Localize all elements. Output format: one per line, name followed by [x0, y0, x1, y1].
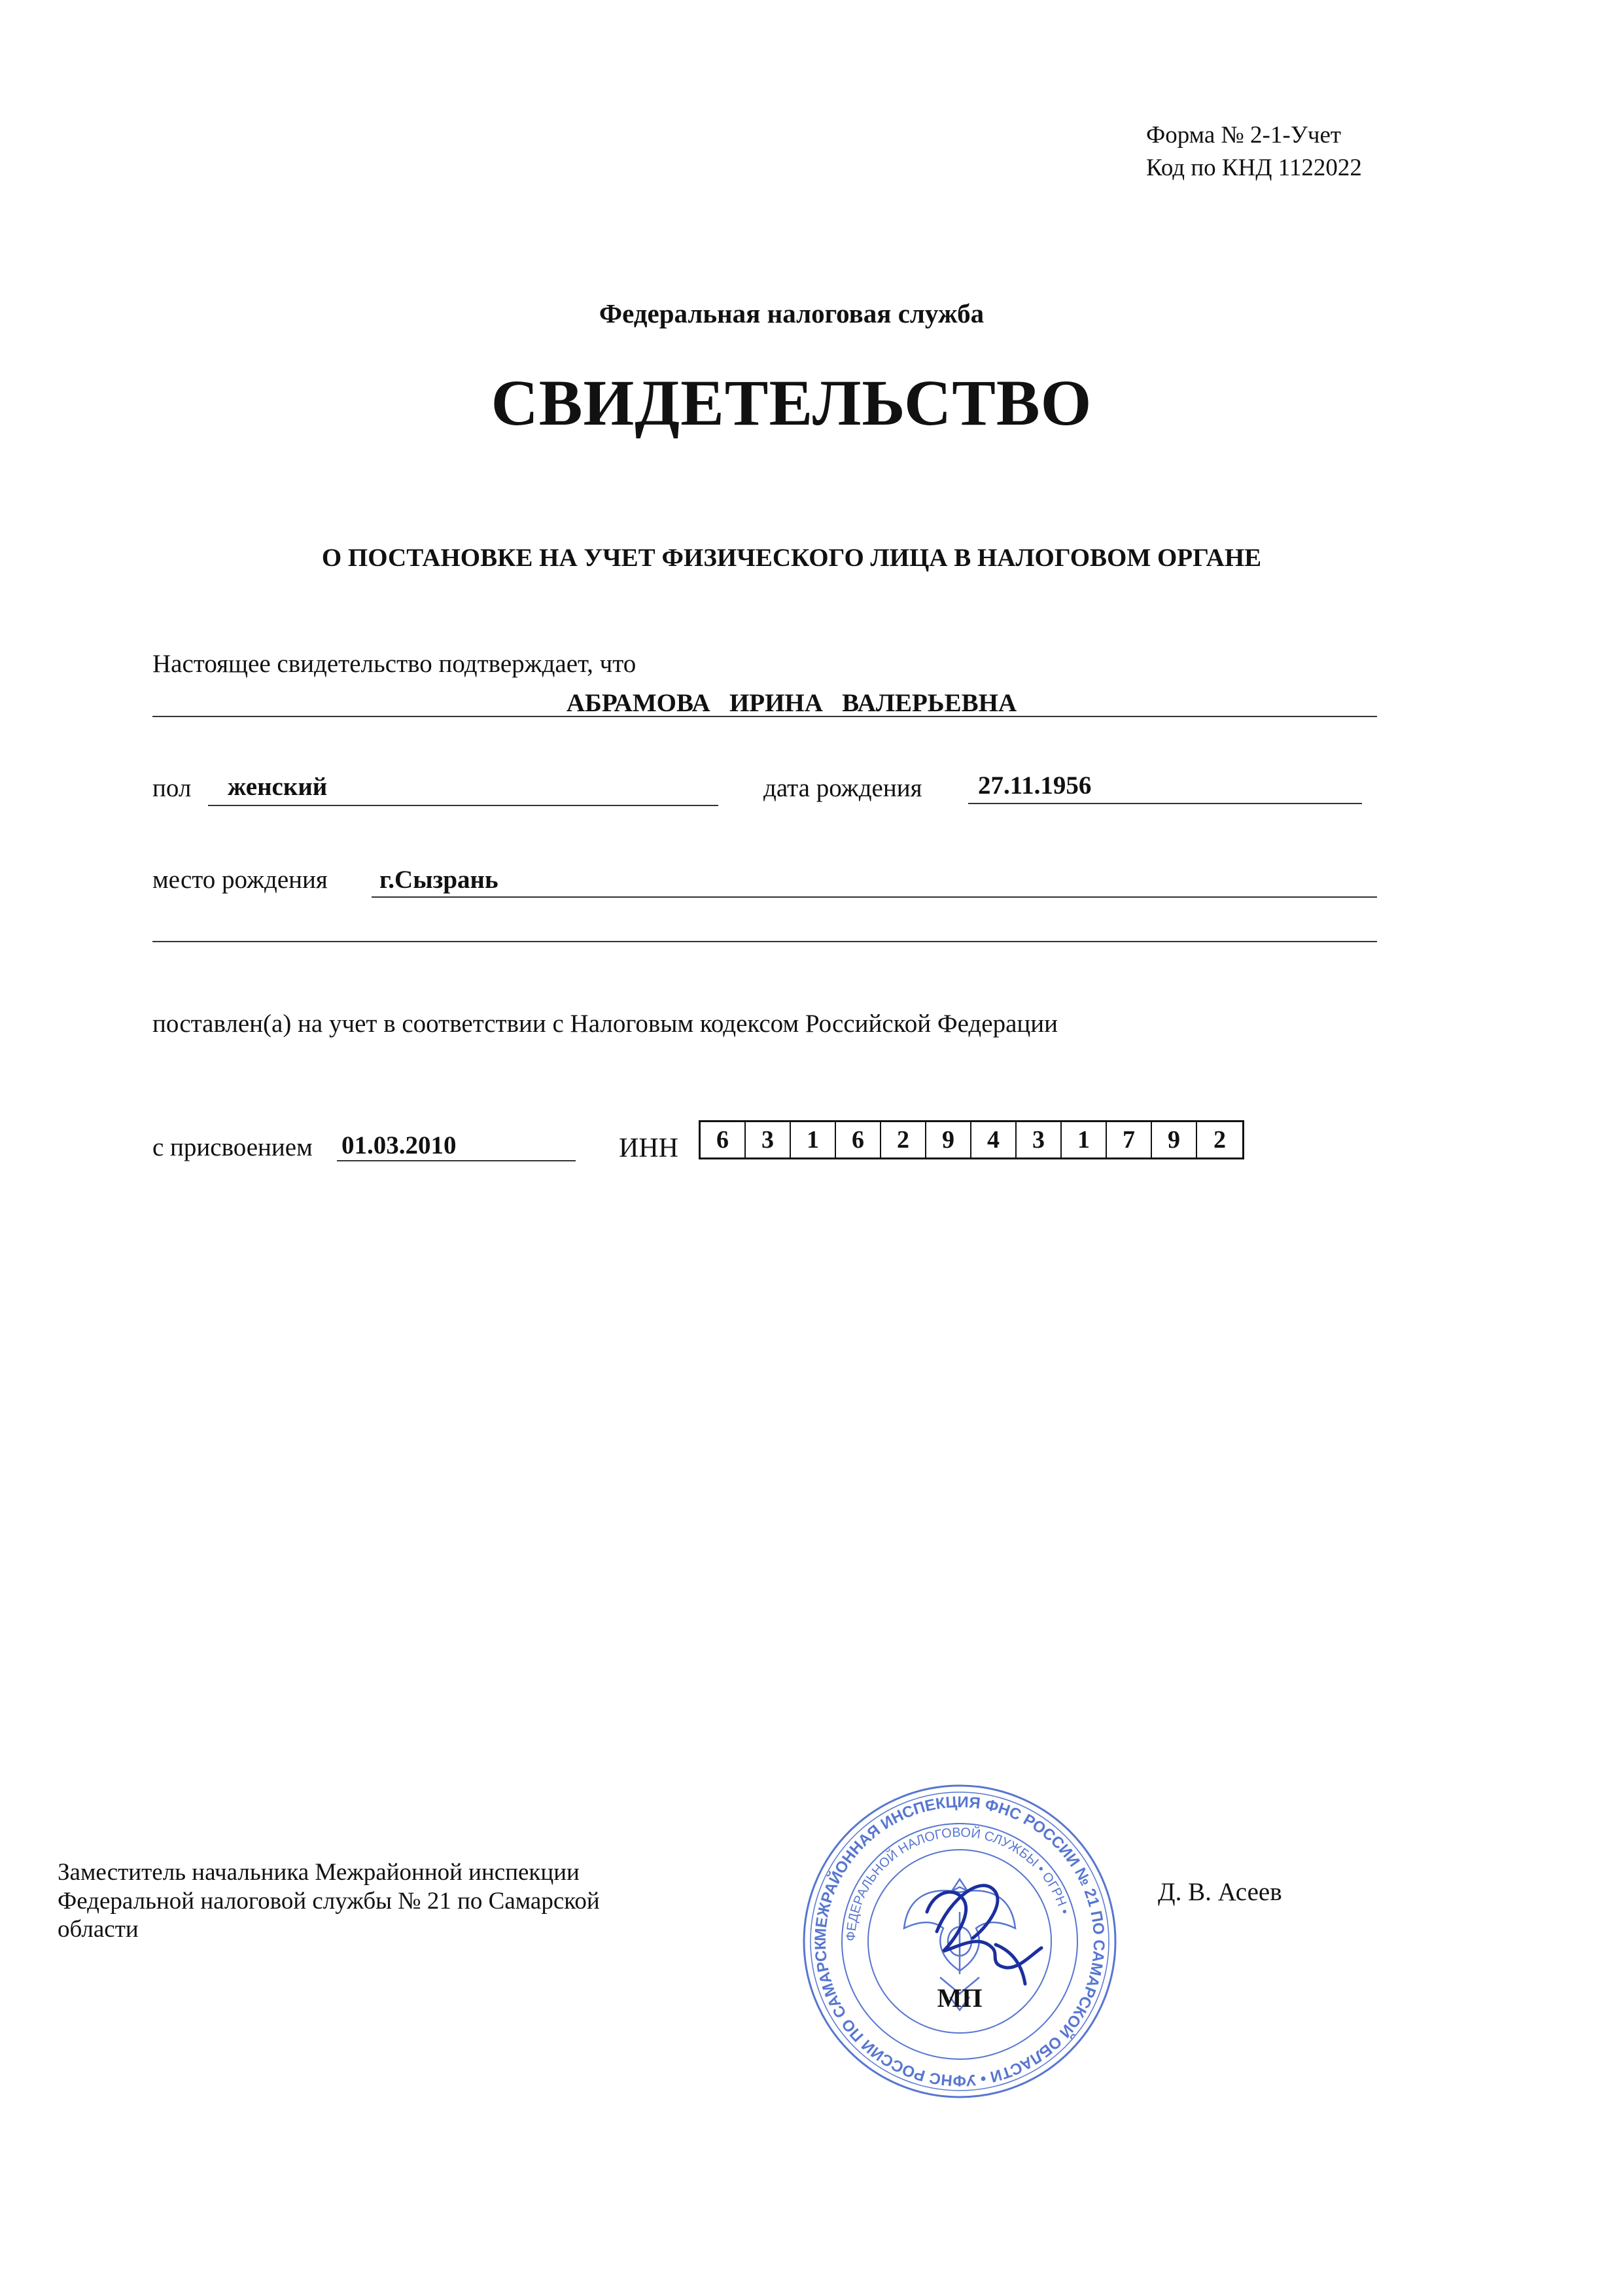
full-name-value: АБРАМОВА ИРИНА ВАЛЕРЬЕВНА [566, 689, 1017, 717]
assignment-date: 01.03.2010 [341, 1131, 457, 1159]
signer-title [58, 1858, 600, 1944]
agency-name: Федеральная налоговая служба [599, 298, 985, 328]
stamp-mp-label: МП [937, 1983, 983, 2013]
inn-digit: 2 [881, 1122, 926, 1157]
inn-digit: 2 [1213, 1126, 1226, 1154]
inn-digit: 3 [1017, 1122, 1062, 1157]
registration-text: поставлен(а) на учет в соответствии с Налоговым кодексом Российской Федерации [152, 1010, 1058, 1038]
birth-place-extra-line [152, 941, 1377, 942]
signer-title-line: Федеральной налоговой службы № 21 по Самарской [58, 1887, 600, 1915]
inn-digit: 9 [1152, 1122, 1197, 1157]
signer-title-line: области [58, 1916, 139, 1943]
inn-boxes [699, 1120, 1244, 1159]
sex-underline [208, 805, 718, 806]
stamp-inner-text: ФЕДЕРАЛЬНОЙ НАЛОГОВОЙ СЛУЖБЫ • ОГРН • [843, 1825, 1072, 1942]
birth-date-value: 27.11.1956 [978, 771, 1092, 800]
inn-digit: 3 [746, 1122, 791, 1157]
inn-digit: 6 [836, 1122, 881, 1157]
full-name-underline [152, 716, 1377, 717]
assignment-date-underline [337, 1160, 576, 1161]
inn-digit: 9 [926, 1122, 971, 1157]
signer-title-line: Заместитель начальника Межрайонной инспекции [58, 1859, 580, 1886]
inn-digit: 1 [1062, 1122, 1107, 1157]
birth-place-label: место рождения [152, 866, 328, 894]
handwritten-signature [927, 1886, 1041, 1984]
inn-digit: 1 [791, 1122, 836, 1157]
confirm-text: Настоящее свидетельство подтверждает, что [152, 650, 637, 678]
birth-date-underline [968, 803, 1362, 804]
birth-place-underline [372, 896, 1377, 898]
assignment-label: с присвоением [152, 1133, 313, 1161]
document-subtitle: О ПОСТАНОВКЕ НА УЧЕТ ФИЗИЧЕСКОГО ЛИЦА В НАЛОГОВОМ ОРГАНЕ [321, 544, 1262, 572]
stamp-graphic [799, 1781, 1120, 2102]
official-stamp [799, 1781, 1120, 2102]
birth-place-value: г.Сызрань [379, 866, 498, 894]
inn-digit: 6 [701, 1122, 746, 1157]
inn-digit: 4 [971, 1122, 1017, 1157]
stamp-outer-text: МЕЖРАЙОННАЯ ИНСПЕКЦИЯ ФНС РОССИИ № 21 ПО САМАРСКОЙ ОБЛАСТИ • УФНС РОССИИ ПО САМАРСК [811, 1793, 1108, 2090]
sex-label: пол [152, 774, 192, 802]
form-header [1146, 119, 1362, 185]
birth-date-label: дата рождения [763, 774, 922, 802]
inn-label: ИНН [619, 1133, 678, 1163]
form-number: Форма № 2-1-Учет [1146, 122, 1342, 149]
knd-code: Код по КНД 1122022 [1146, 154, 1362, 181]
signer-name: Д. В. Асеев [1158, 1878, 1282, 1906]
sex-value: женский [228, 773, 328, 801]
inn-digit: 7 [1107, 1122, 1152, 1157]
document-title: СВИДЕТЕЛЬСТВО [491, 366, 1092, 439]
